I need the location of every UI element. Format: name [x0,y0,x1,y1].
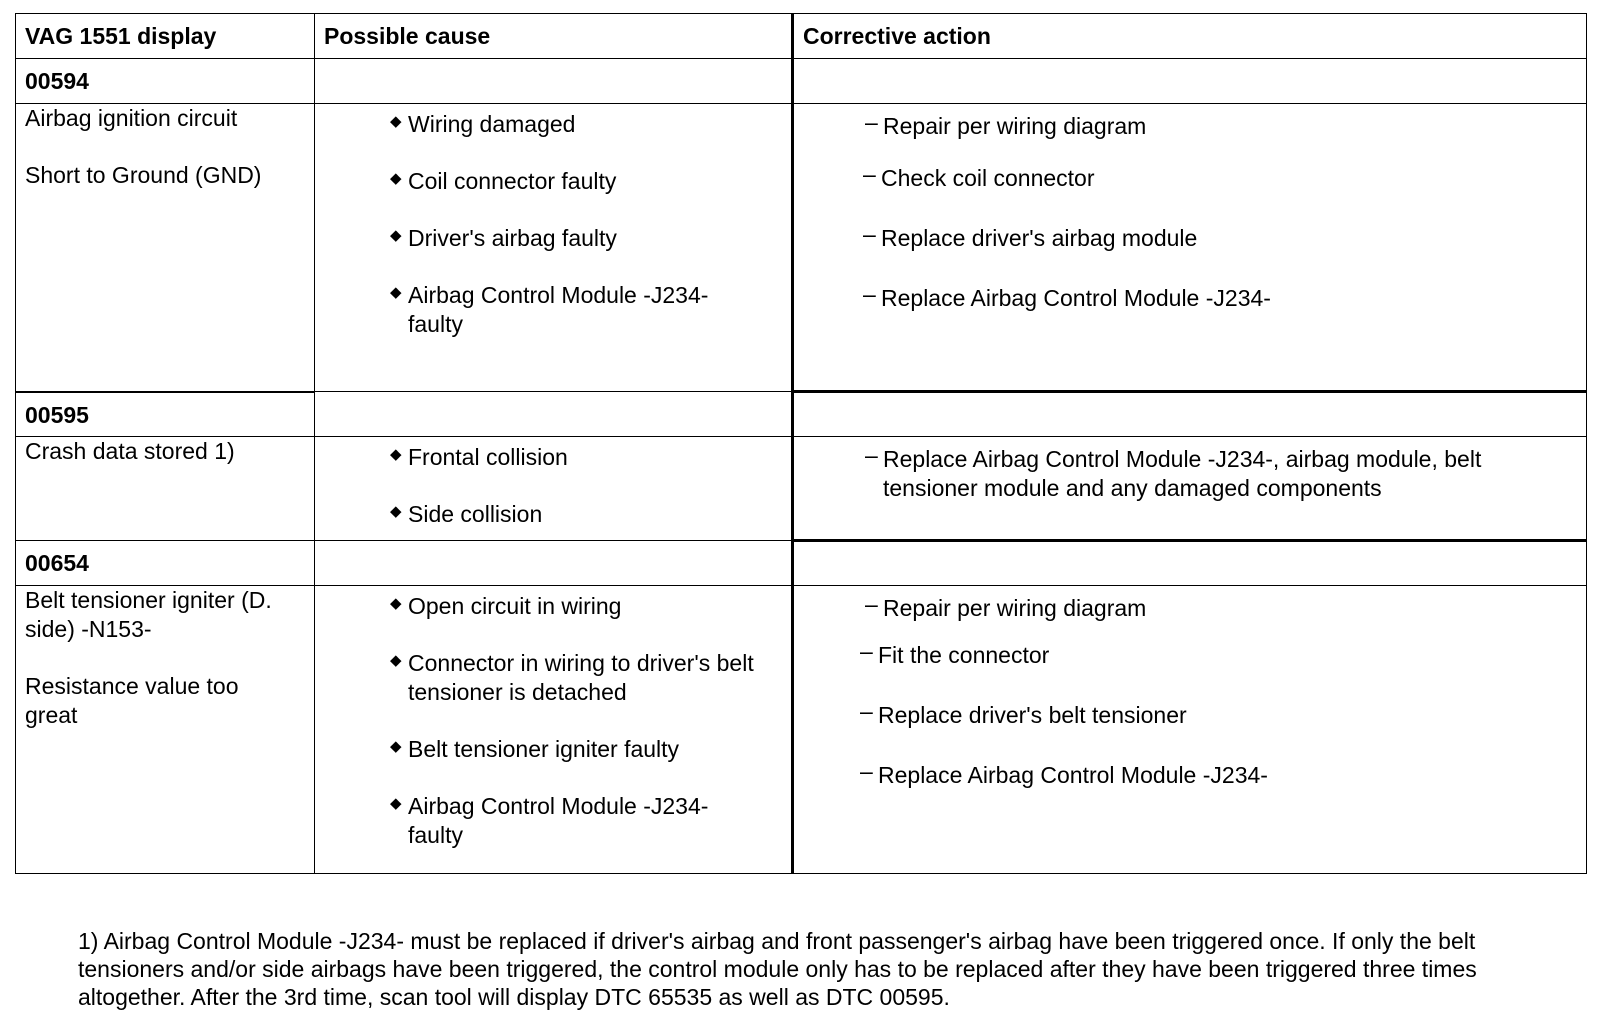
dash-bullet-icon: – [860,758,873,784]
fault-detail-row [16,437,1587,541]
dash-bullet-icon: – [863,221,876,247]
cause-text: Belt tensioner igniter faulty [408,736,680,762]
action-item [860,758,1572,790]
cause-list [324,586,782,850]
header-display: VAG 1551 display [16,14,315,59]
action-item [865,591,1577,623]
dash-bullet-icon: – [865,591,878,617]
diamond-bullet-icon: ◆ [390,227,402,244]
action-cell [793,586,1587,874]
diamond-bullet-icon: ◆ [390,446,402,463]
fault-description [16,586,315,874]
dash-bullet-icon: – [860,698,873,724]
fault-detail-row [16,104,1587,392]
code-row [16,541,1587,586]
action-item [863,281,1575,313]
fault-description [16,437,315,541]
action-text: Replace Airbag Control Module -J234- [881,285,1271,311]
dash-bullet-icon: – [863,281,876,307]
empty-cell [315,541,793,586]
diamond-bullet-icon: ◆ [390,652,402,669]
diamond-bullet-icon: ◆ [390,595,402,612]
empty-cell [793,59,1587,104]
action-text: Replace Airbag Control Module -J234- [878,762,1268,788]
cause-text: Coil connector faulty [408,168,617,194]
description-line: Crash data stored 1) [25,438,235,464]
description-line: Belt tensioner igniter (D. side) -N153- [25,587,272,642]
action-text: Repair per wiring diagram [883,595,1147,621]
cause-cell [315,104,793,392]
cause-item [390,443,782,472]
action-item [860,638,1572,670]
cause-item [390,500,782,529]
dash-bullet-icon: – [863,161,876,187]
empty-cell [793,541,1587,586]
fault-description [16,104,315,392]
cause-cell [315,586,793,874]
action-text: Replace driver's belt tensioner [878,702,1187,728]
table-header-row [16,14,1587,59]
code-row [16,392,1587,437]
cause-item [390,167,782,196]
empty-cell [315,392,793,437]
diamond-bullet-icon: ◆ [390,170,402,187]
action-text: Replace Airbag Control Module -J234-, airbag module, belt tensioner module and any damaged components [883,446,1482,501]
diamond-bullet-icon: ◆ [390,284,402,301]
dash-bullet-icon: – [865,109,878,135]
action-cell [793,104,1587,392]
diamond-bullet-icon: ◆ [390,113,402,130]
action-item [863,161,1575,193]
dash-bullet-icon: – [865,442,878,468]
diamond-bullet-icon: ◆ [390,795,402,812]
cause-item [390,224,782,253]
fault-code: 00654 [16,541,315,586]
cause-text: Driver's airbag faulty [408,225,617,251]
cause-item [390,735,782,764]
cause-item [390,110,782,139]
action-text: Repair per wiring diagram [883,113,1147,139]
action-cell [793,437,1587,541]
fault-code: 00594 [16,59,315,104]
diamond-bullet-icon: ◆ [390,738,402,755]
cause-list [324,104,782,339]
cause-item [390,792,738,850]
action-text: Replace driver's airbag module [881,225,1198,251]
action-text: Fit the connector [878,642,1050,668]
dash-bullet-icon: – [860,638,873,664]
action-list [803,104,1577,313]
cause-cell [315,437,793,541]
action-item [860,698,1572,730]
empty-cell [793,392,1587,437]
footnote: 1) Airbag Control Module -J234- must be replaced if driver's airbag and front passenger's airbag have been triggered once. If only the belt tensioners and/or side airbags have been triggered, the control module only has to be replaced after they have been triggered three times altogether. After the 3rd time, scan tool will display DTC 65535 as well as DTC 00595. [78,928,1477,1010]
cause-text: Frontal collision [408,444,568,470]
action-item [863,221,1575,253]
action-list [803,437,1577,503]
cause-text: Open circuit in wiring [408,593,622,619]
dtc-table [15,13,1587,874]
description-line: Airbag ignition circuit [25,105,238,131]
action-item [865,109,1577,141]
cause-item [390,281,738,339]
cause-text: Wiring damaged [408,111,576,137]
cause-list [324,437,782,529]
cause-text: Connector in wiring to driver's belt tensioner is detached [408,650,754,705]
cause-text: Airbag Control Module -J234- faulty [408,793,709,848]
action-list [803,586,1577,790]
cause-text: Side collision [408,501,543,527]
action-item [865,442,1543,503]
empty-cell [315,59,793,104]
cause-text: Airbag Control Module -J234- faulty [408,282,709,337]
diamond-bullet-icon: ◆ [390,503,402,520]
description-line: Short to Ground (GND) [25,162,262,188]
action-text: Check coil connector [881,165,1095,191]
cause-item [390,592,782,621]
description-line: Resistance value too great [25,673,239,728]
code-row [16,59,1587,104]
fault-code: 00595 [16,392,315,437]
fault-detail-row [16,586,1587,874]
header-action: Corrective action [793,14,1587,59]
header-cause: Possible cause [315,14,793,59]
cause-item [390,649,758,707]
